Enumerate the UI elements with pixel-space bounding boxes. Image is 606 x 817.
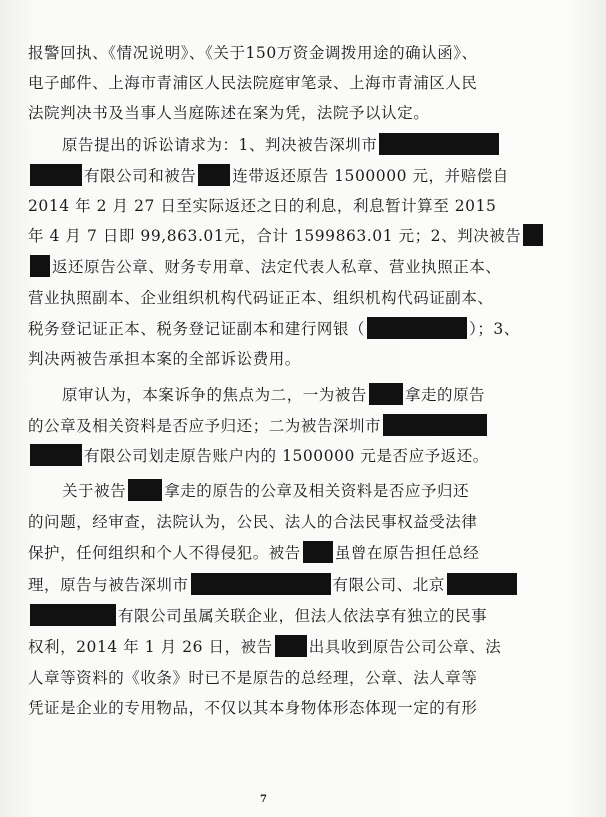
redaction-block [303, 541, 333, 563]
text-segment: 保护，任何组织和个人不得侵犯。被告 [28, 544, 301, 562]
redaction-block [367, 317, 467, 339]
text-segment: 年 4 月 7 日即 99,863.01元，合计 1599863.01 元；2、判决被告 [28, 227, 522, 245]
text-line [28, 570, 519, 600]
text-line [28, 283, 493, 313]
text-segment: 法院判决书及当事人当庭陈述在案为凭，法院予以认定。 [28, 104, 430, 122]
redaction-block [447, 573, 517, 595]
text-segment: 有限公司、北京 [332, 576, 445, 594]
text-segment: 报警回执、《情况说明》、《关于150万资金调拨用途的确认函》、 [28, 44, 478, 62]
text-segment: 原审认为，本案诉争的焦点为二，一为被告 [62, 386, 367, 404]
text-line [28, 221, 545, 251]
text-segment: 关于被告 [62, 482, 127, 500]
redaction-block [369, 383, 403, 405]
text-segment: 理，原告与被告深圳市 [28, 576, 189, 594]
text-segment: 原告提出的诉讼请求为：1、判决被告深圳市 [62, 136, 378, 154]
text-line [28, 314, 520, 344]
text-segment: 拿走的原告 [404, 386, 486, 404]
text-segment: 税务登记证正本、税务登记证副本和建行网银（ [28, 320, 366, 338]
text-line [28, 601, 487, 631]
text-line [28, 693, 477, 723]
bleed-through-text [360, 805, 600, 817]
text-line [28, 191, 496, 221]
redaction-block [128, 479, 162, 501]
text-segment: 返还原告公章、财务专用章、法定代表人私章、营业执照正本、 [52, 258, 502, 276]
text-segment: 虽曾在原告担任总经 [334, 544, 480, 562]
text-line [62, 130, 501, 160]
text-line [62, 380, 485, 410]
page-number: 7 [260, 794, 267, 805]
text-segment: 凭证是企业的专用物品，不仅以其本身物体形态体现一定的有形 [28, 699, 478, 717]
text-line [28, 98, 429, 128]
text-line [28, 344, 301, 374]
text-segment: 营业执照副本、企业组织机构代码证正本、组织机构代码证副本、 [28, 289, 494, 307]
text-line [28, 68, 477, 98]
text-line [28, 38, 478, 68]
text-line [28, 663, 477, 693]
redaction-block [379, 133, 499, 155]
redaction-block [523, 224, 543, 246]
text-segment: 权利，2014 年 1 月 26 日，被告 [28, 638, 273, 656]
text-line [28, 161, 509, 191]
text-line [28, 252, 501, 282]
redaction-block [383, 414, 487, 436]
redaction-block [30, 444, 82, 466]
text-segment: 出具收到原告公司公章、法 [308, 638, 502, 656]
text-line [28, 411, 489, 441]
redaction-block [30, 255, 50, 277]
text-line [28, 507, 477, 537]
text-line [28, 632, 501, 662]
text-segment: 的公章及相关资料是否应予归还；二为被告深圳市 [28, 417, 382, 435]
text-segment: 有限公司和被告 [84, 167, 197, 185]
text-segment: 人章等资料的《收条》时已不是原告的总经理，公章、法人章等 [28, 669, 478, 687]
text-segment: 有限公司虽属关联企业，但法人依法享有独立的民事 [118, 607, 488, 625]
text-segment: 电子邮件、上海市青浦区人民法院庭审笔录、上海市青浦区人民 [28, 74, 478, 92]
text-line [28, 538, 479, 568]
text-line [28, 441, 489, 471]
text-segment: ）；3、 [469, 320, 520, 338]
text-segment: 拿走的原告的公章及相关资料是否应予归还 [164, 482, 470, 500]
redaction-block [191, 573, 331, 595]
text-segment: 2014 年 2 月 27 日至实际返还之日的利息，利息暂计算至 2015 [28, 197, 497, 215]
text-segment: 的问题，经审查，法院认为，公民、法人的合法民事权益受法律 [28, 513, 478, 531]
text-segment: 有限公司划走原告账户内的 1500000 元是否应予返还。 [84, 447, 489, 465]
redaction-block [30, 604, 116, 626]
text-line [62, 476, 469, 506]
text-segment: 连带返还原告 1500000 元，并赔偿自 [232, 167, 509, 185]
redaction-block [30, 164, 82, 186]
redaction-block [198, 164, 230, 186]
redaction-block [275, 635, 307, 657]
text-segment: 判决两被告承担本案的全部诉讼费用。 [28, 350, 301, 368]
